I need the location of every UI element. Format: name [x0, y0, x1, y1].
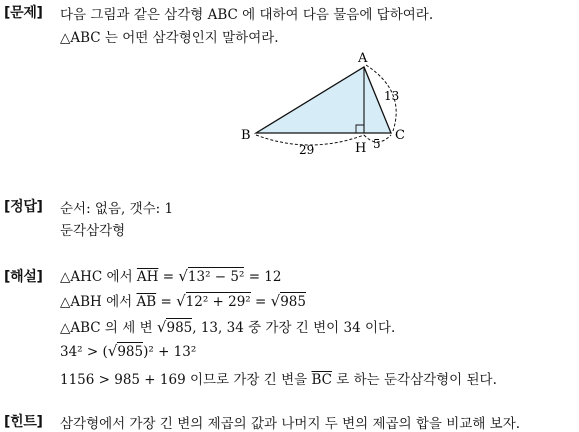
segment-ah: $\overline{AH}$ — [136, 269, 159, 285]
sqrt-3: √985 — [270, 292, 306, 310]
segment-bc: $\overline{BC}$ — [311, 372, 332, 388]
sqrt-1: √13² − 5² — [178, 267, 245, 285]
triangle-abc — [256, 67, 391, 133]
solution-l4-a: 34² > ( — [60, 344, 108, 360]
solution-l3-post: , 13, 34 중 가장 긴 변이 34 이다. — [192, 320, 396, 336]
segment-bh-length: 29 — [299, 143, 315, 157]
answer-label: [정답] — [4, 199, 43, 215]
problem-question: △ABC 는 어떤 삼각형인지 말하여라. — [60, 30, 279, 46]
solution-l2-eq: = — [156, 294, 177, 310]
hint-text: 삼각형에서 가장 긴 변의 제곱의 값과 나머지 두 변의 제곱의 합을 비교해 보자. — [60, 416, 521, 432]
side-ac-length: 13 — [384, 89, 400, 103]
solution-label: [해설] — [4, 269, 43, 285]
solution-l1-pre: △AHC 에서 — [60, 269, 137, 285]
vertex-b-label: B — [241, 128, 251, 143]
problem-label: [문제] — [4, 5, 43, 21]
segment-hc-length: 5 — [373, 137, 381, 151]
solution-l2-mid: = — [250, 294, 271, 310]
solution-l4-b: )² + 13² — [143, 344, 197, 360]
answer-value: 둔각삼각형 — [60, 223, 126, 239]
solution-l1-eq: = — [158, 269, 179, 285]
vertex-c-label: C — [395, 128, 405, 143]
problem-text: 다음 그림과 같은 삼각형 ABC 에 대하여 다음 물음에 답하여라. — [60, 7, 434, 23]
solution-line-1 — [60, 265, 281, 285]
solution-l1-post: = 12 — [244, 269, 282, 285]
solution-line-5 — [60, 368, 497, 388]
segment-ab: $\overline{AB}$ — [136, 294, 157, 310]
solution-l5-post: 로 하는 둔각삼각형이 된다. — [331, 372, 497, 388]
triangle-figure — [0, 45, 579, 210]
sqrt-2: √12² + 29² — [176, 292, 251, 310]
solution-line-2 — [60, 290, 306, 310]
solution-l3-pre: △ABC 의 세 변 — [60, 320, 157, 336]
sqrt-4: √985 — [156, 318, 193, 336]
foot-h-label: H — [355, 141, 367, 156]
solution-l5-pre: 1156 > 985 + 169 이므로 가장 긴 변을 — [60, 372, 312, 388]
solution-l2-pre: △ABH 에서 — [60, 294, 137, 310]
sqrt-5: √985 — [107, 342, 144, 360]
solution-line-4 — [60, 342, 196, 360]
vertex-a-label: A — [358, 51, 368, 66]
hint-label: [힌트] — [4, 414, 43, 430]
solution-line-3 — [60, 316, 395, 336]
answer-order-count: 순서: 없음, 갯수: 1 — [60, 201, 174, 217]
